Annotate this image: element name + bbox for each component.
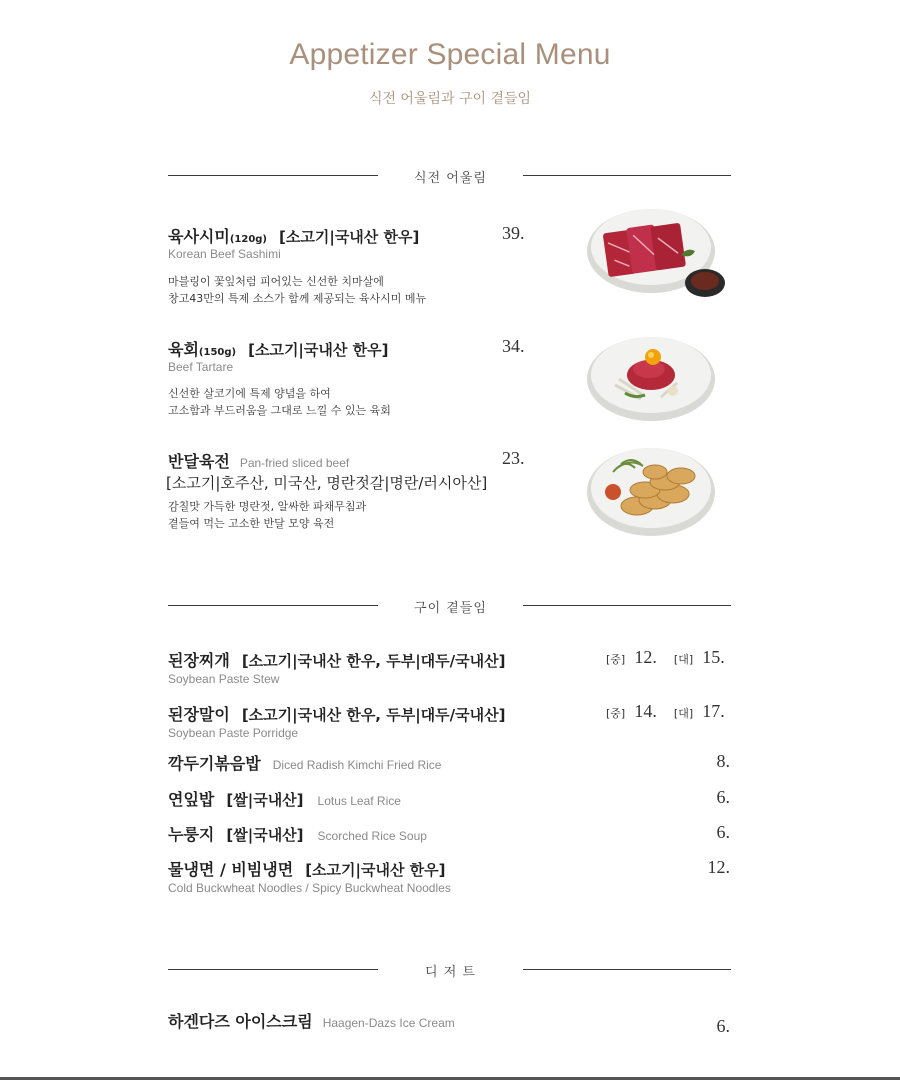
item-origin: [소고기|국내산 한우]	[305, 861, 446, 879]
price-large: 17.	[702, 701, 725, 721]
beef-tartare-image	[585, 333, 719, 423]
item-english-name: Soybean Paste Porridge	[168, 726, 299, 740]
item-english-name: Cold Buckwheat Noodles / Spicy Buckwheat Noodles	[168, 881, 451, 895]
item-price: 6.	[716, 822, 730, 842]
divider-right	[523, 605, 731, 606]
item-description	[168, 273, 426, 307]
menu-item-doenjang-jjigae	[168, 648, 505, 671]
pan-fried-beef-image	[585, 442, 723, 540]
section-title-sides: 구이 곁들임	[414, 601, 487, 616]
menu-item-yeonipbap	[168, 787, 401, 810]
item-weight: (120g)	[229, 234, 268, 245]
item-prices	[606, 647, 725, 668]
size-medium-label: [중]	[606, 707, 626, 720]
menu-item-naengmyeon	[168, 857, 446, 880]
item-origin: [쌀|국내산]	[226, 791, 304, 809]
item-name: 육사시미	[168, 227, 230, 246]
item-price: 23.	[502, 448, 525, 468]
item-description	[168, 385, 391, 419]
section-title-appetizers: 식전 어울림	[414, 171, 487, 186]
desc-line: 고소함과 부드러움을 그대로 느낄 수 있는 육회	[168, 404, 391, 417]
item-price: 12.	[707, 857, 730, 877]
item-price: 6.	[716, 1016, 730, 1036]
price-medium: 14.	[634, 701, 657, 721]
size-medium-label: [중]	[606, 653, 626, 666]
menu-item-bandal-yukjeon	[168, 449, 349, 472]
section-title-desserts: 디 저 트	[425, 965, 476, 980]
item-name: 된장말이	[168, 705, 230, 724]
item-origin: [소고기|국내산 한우, 두부|대두/국내산]	[241, 652, 506, 670]
desc-line: 감칠맛 가득한 명란젓, 알싸한 파채무침과	[168, 500, 367, 513]
menu-item-yuksashimi	[168, 224, 419, 247]
divider-left	[168, 175, 378, 176]
item-name: 육회	[168, 340, 199, 359]
item-name: 하겐다즈 아이스크림	[168, 1012, 313, 1031]
item-english-name: Korean Beef Sashimi	[168, 247, 281, 261]
item-description	[168, 498, 366, 532]
item-price: 6.	[716, 787, 730, 807]
divider-right	[523, 175, 731, 176]
menu-item-yukhoe	[168, 337, 388, 360]
item-origin: [소고기|국내산 한우, 두부|대두/국내산]	[241, 706, 506, 724]
desc-line: 곁들여 먹는 고소한 반달 모양 육전	[168, 517, 335, 530]
item-english-name: Diced Radish Kimchi Fried Rice	[272, 758, 442, 772]
divider-left	[168, 605, 378, 606]
price-medium: 12.	[634, 647, 657, 667]
item-name: 된장찌개	[168, 651, 230, 670]
price-large: 15.	[702, 647, 725, 667]
divider-right	[523, 969, 731, 970]
divider-left	[168, 969, 378, 970]
item-price: 34.	[502, 336, 525, 356]
item-name: 물냉면 / 비빔냉면	[168, 860, 294, 879]
item-english-name: Lotus Leaf Rice	[317, 794, 401, 808]
menu-item-doenjang-mari	[168, 702, 505, 725]
item-weight: (150g)	[198, 347, 237, 358]
beef-sashimi-image	[585, 203, 727, 299]
item-price: 39.	[502, 223, 525, 243]
item-name: 깍두기볶음밥	[168, 754, 261, 773]
item-name: 누룽지	[168, 825, 215, 844]
item-prices	[606, 701, 725, 722]
item-price: 8.	[716, 751, 730, 771]
item-origin: [소고기|국내산 한우]	[248, 341, 389, 359]
desc-line: 마블링이 꽃잎처럼 피어있는 신선한 치마살에	[168, 275, 384, 288]
item-english-name: Beef Tartare	[168, 360, 234, 374]
item-english-name: Soybean Paste Stew	[168, 672, 280, 686]
item-english-name: Scorched Rice Soup	[317, 829, 427, 843]
item-origin: [쌀|국내산]	[226, 826, 304, 844]
page-title: Appetizer Special Menu	[289, 38, 611, 71]
item-origin: [소고기|호주산, 미국산, 명란젓갈|명란/러시아산]	[166, 474, 488, 492]
size-large-label: [대]	[673, 653, 694, 666]
item-origin: [소고기|국내산 한우]	[279, 228, 420, 246]
item-name: 반달육전	[168, 452, 230, 471]
menu-item-kkakdugi-bokkeumbap	[168, 751, 441, 774]
menu-item-haagen-dazs	[168, 1009, 455, 1032]
menu-item-nurungji	[168, 822, 427, 845]
item-english-name: Pan-fried sliced beef	[239, 456, 350, 470]
desc-line: 창고43만의 특제 소스가 함께 제공되는 육사시미 메뉴	[168, 292, 427, 305]
size-large-label: [대]	[673, 707, 694, 720]
item-english-name: Haagen-Dazs Ice Cream	[322, 1016, 455, 1030]
page-subtitle: 식전 어울림과 구이 곁들임	[368, 91, 532, 107]
desc-line: 신선한 살코기에 특제 양념을 하여	[168, 387, 331, 400]
item-name: 연잎밥	[168, 790, 215, 809]
